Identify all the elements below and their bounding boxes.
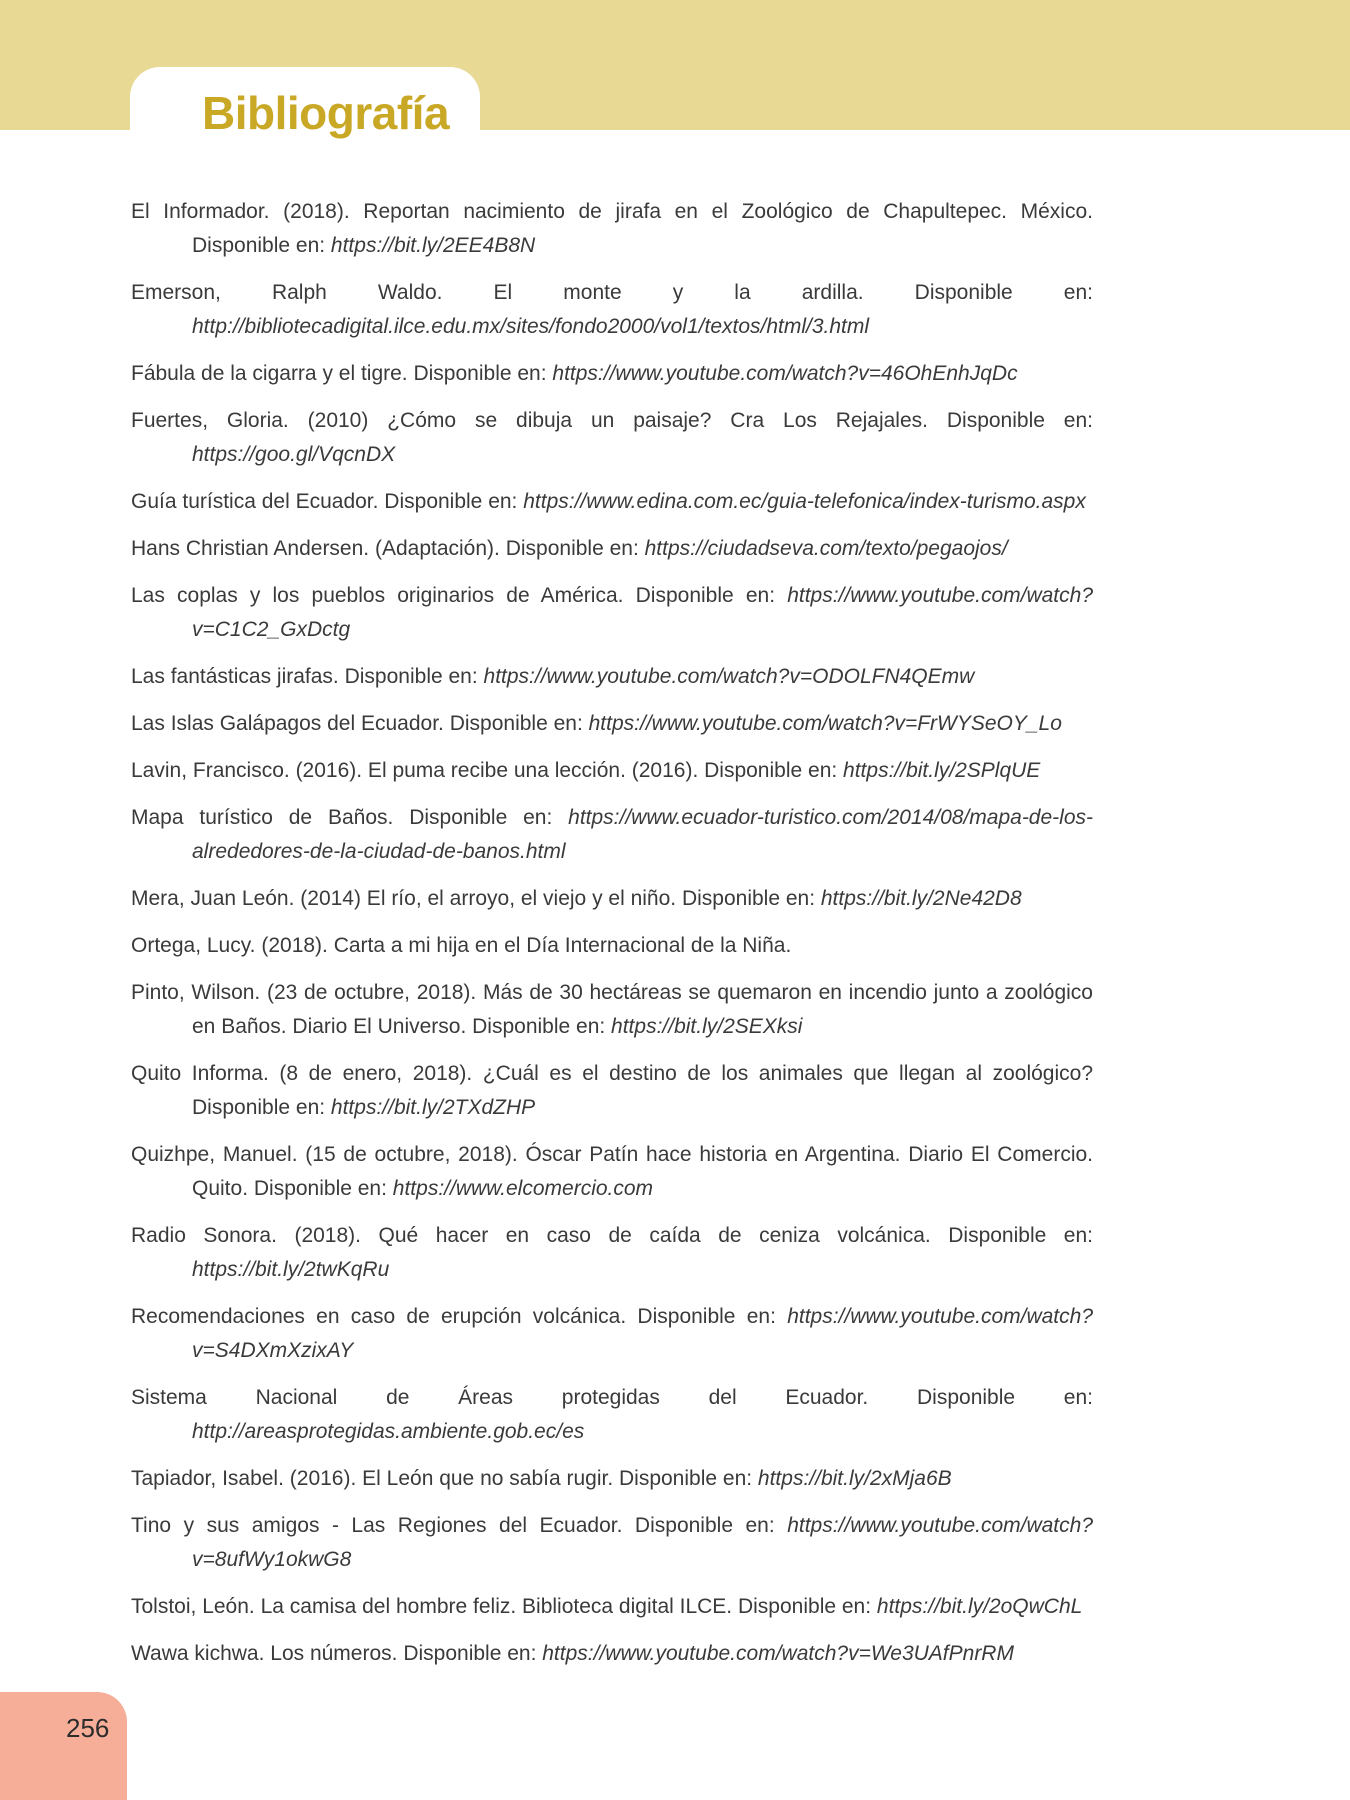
entry-link[interactable]: https://bit.ly/2EE4B8N: [330, 234, 536, 257]
entry-link[interactable]: https://www.ecuador-turistico.com/2014/08/mapa-de-los-alrededores-de-la-ciudad-de-banos.html: [192, 806, 1093, 863]
entry-link[interactable]: https://goo.gl/VqcnDX: [192, 443, 396, 466]
bibliography-entry: [131, 1509, 1093, 1577]
page-number: 256: [66, 1713, 110, 1743]
bibliography-entry: [131, 1219, 1093, 1287]
entry-text: Mapa turístico de Baños. Disponible en:: [131, 806, 569, 829]
entry-link[interactable]: https://www.youtube.com/watch?v=We3UAfPnrRM: [542, 1642, 1014, 1665]
bibliography-entry: [131, 1381, 1093, 1449]
entry-link[interactable]: http://areasprotegidas.ambiente.gob.ec/es: [192, 1420, 585, 1443]
entry-text: Tapiador, Isabel. (2016). El León que no sabía rugir. Disponible en:: [131, 1467, 758, 1490]
entry-link[interactable]: https://www.youtube.com/watch?v=C1C2_GxDctg: [192, 584, 1093, 641]
entry-text: Tolstoi, León. La camisa del hombre feliz. Biblioteca digital ILCE. Disponible en:: [131, 1595, 877, 1618]
entry-link[interactable]: https://www.youtube.com/watch?v=8ufWy1okwG8: [192, 1514, 1093, 1571]
bibliography-entry: [131, 1057, 1093, 1125]
entry-text: Fábula de la cigarra y el tigre. Disponible en:: [131, 362, 553, 385]
entry-text: Fuertes, Gloria. (2010) ¿Cómo se dibuja un paisaje? Cra Los Rejajales. Disponible en:: [131, 409, 1093, 432]
bibliography-entry: [131, 801, 1093, 869]
entry-text: Hans Christian Andersen. (Adaptación). Disponible en:: [131, 537, 645, 560]
bibliography-entry: [131, 532, 1093, 566]
bibliography-entry: [131, 276, 1093, 344]
entry-text: Emerson, Ralph Waldo. El monte y la ardilla. Disponible en:: [131, 281, 1093, 304]
bibliography-entry: [131, 707, 1093, 741]
bibliography-entry: [131, 929, 1093, 963]
entry-text: Lavin, Francisco. (2016). El puma recibe una lección. (2016). Disponible en:: [131, 759, 844, 782]
entry-text: Recomendaciones en caso de erupción volcánica. Disponible en:: [131, 1305, 788, 1328]
entry-text: Pinto, Wilson. (23 de octubre, 2018). Más de 30 hectáreas se quemaron en incendio junto a zoológico en Baños. Diario El Universo. Disponible en:: [131, 981, 1093, 1038]
bibliography-entry: [131, 1462, 1093, 1496]
entry-text: Mera, Juan León. (2014) El río, el arroyo, el viejo y el niño. Disponible en:: [131, 887, 821, 910]
bibliography-entry: [131, 1637, 1093, 1671]
entry-link[interactable]: https://ciudadseva.com/texto/pegaojos/: [644, 537, 1008, 560]
bibliography-entry: [131, 485, 1093, 519]
bibliography-list: [131, 195, 1093, 1684]
entry-text: Wawa kichwa. Los números. Disponible en:: [131, 1642, 543, 1665]
entry-text: Quizhpe, Manuel. (15 de octubre, 2018). Óscar Patín hace historia en Argentina. Diario El Comercio. Quito. Disponible en:: [131, 1143, 1093, 1200]
entry-text: Las fantásticas jirafas. Disponible en:: [131, 665, 484, 688]
entry-link[interactable]: https://www.youtube.com/watch?v=ODOLFN4QEmw: [483, 665, 975, 688]
entry-link[interactable]: https://bit.ly/2oQwChL: [876, 1595, 1083, 1618]
bibliography-entry: [131, 1300, 1093, 1368]
entry-link[interactable]: http://bibliotecadigital.ilce.edu.mx/sites/fondo2000/vol1/textos/html/3.html: [192, 315, 870, 338]
entry-link[interactable]: https://bit.ly/2SPlqUE: [843, 759, 1041, 782]
entry-link[interactable]: https://www.youtube.com/watch?v=46OhEnhJqDc: [552, 362, 1018, 385]
bibliography-entry: [131, 404, 1093, 472]
entry-link[interactable]: https://bit.ly/2TXdZHP: [330, 1096, 536, 1119]
entry-link[interactable]: https://www.youtube.com/watch?v=FrWYSeOY_Lo: [588, 712, 1062, 735]
bibliography-entry: [131, 976, 1093, 1044]
bibliography-entry: [131, 1138, 1093, 1206]
entry-text: Sistema Nacional de Áreas protegidas del Ecuador. Disponible en:: [131, 1386, 1093, 1409]
entry-text: Las coplas y los pueblos originarios de América. Disponible en:: [131, 584, 788, 607]
entry-text: Guía turística del Ecuador. Disponible en:: [131, 490, 524, 513]
page-title: Bibliografía: [202, 87, 450, 139]
page-number-tab: [0, 1692, 127, 1800]
entry-text: Las Islas Galápagos del Ecuador. Disponible en:: [131, 712, 589, 735]
entry-link[interactable]: https://bit.ly/2SEXksi: [611, 1015, 803, 1038]
entry-link[interactable]: https://bit.ly/2xMja6B: [757, 1467, 952, 1490]
bibliography-entry: [131, 195, 1093, 263]
bibliography-entry: [131, 754, 1093, 788]
bibliography-entry: [131, 660, 1093, 694]
entry-link[interactable]: https://www.edina.com.ec/guia-telefonica/index-turismo.aspx: [523, 490, 1086, 513]
entry-text: Ortega, Lucy. (2018). Carta a mi hija en el Día Internacional de la Niña.: [131, 934, 792, 957]
entry-link[interactable]: https://bit.ly/2Ne42D8: [820, 887, 1022, 910]
entry-text: Tino y sus amigos - Las Regiones del Ecuador. Disponible en:: [131, 1514, 788, 1537]
entry-link[interactable]: https://www.youtube.com/watch?v=S4DXmXzixAY: [192, 1305, 1093, 1362]
entry-text: Radio Sonora. (2018). Qué hacer en caso de caída de ceniza volcánica. Disponible en:: [131, 1224, 1093, 1247]
bibliography-entry: [131, 579, 1093, 647]
entry-link[interactable]: https://www.elcomercio.com: [392, 1177, 654, 1200]
entry-text: El Informador. (2018). Reportan nacimiento de jirafa en el Zoológico de Chapultepec. México. Disponible en:: [131, 200, 1093, 257]
entry-link[interactable]: https://bit.ly/2twKqRu: [192, 1258, 390, 1281]
bibliography-entry: [131, 1590, 1093, 1624]
bibliography-entry: [131, 882, 1093, 916]
bibliography-entry: [131, 357, 1093, 391]
entry-text: Quito Informa. (8 de enero, 2018). ¿Cuál es el destino de los animales que llegan al zoológico? Disponible en:: [131, 1062, 1093, 1119]
